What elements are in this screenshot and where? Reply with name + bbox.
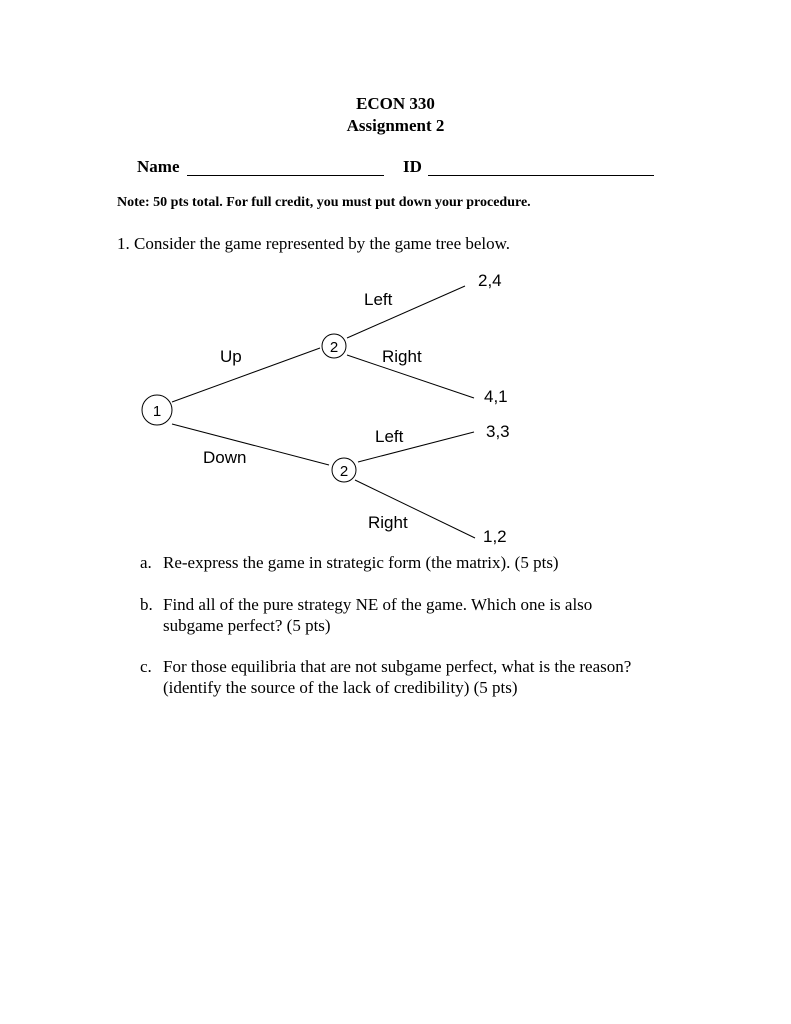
payoff-down-left: 3,3 bbox=[486, 422, 510, 441]
course-title: ECON 330 bbox=[356, 94, 435, 113]
question-1b bbox=[140, 594, 723, 636]
question-1a-label: a. bbox=[140, 553, 152, 572]
up-label: Up bbox=[220, 347, 242, 366]
payoff-up-right: 4,1 bbox=[484, 387, 508, 406]
question-1a-text: Re-express the game in strategic form (the matrix). (5 pts) bbox=[163, 553, 559, 572]
down-left-label: Left bbox=[375, 427, 404, 446]
assignment-title: Assignment 2 bbox=[346, 116, 445, 135]
down-node-player: 2 bbox=[339, 463, 349, 480]
question-1c-label: c. bbox=[140, 657, 152, 676]
question-1c-text-line1: For those equilibria that are not subgame perfect, what is the reason? bbox=[163, 657, 632, 676]
question-1b-label: b. bbox=[140, 595, 153, 614]
up-node-player: 2 bbox=[329, 339, 339, 356]
id-label: ID bbox=[403, 157, 422, 176]
grading-note: Note: 50 pts total. For full credit, you must put down your procedure. bbox=[117, 195, 531, 210]
question-1-prompt: 1. Consider the game represented by the game tree below. bbox=[117, 234, 511, 253]
branch-up-line bbox=[172, 348, 320, 402]
question-1c-text-line2: (identify the source of the lack of credibility) (5 pts) bbox=[163, 678, 518, 697]
up-right-label: Right bbox=[382, 347, 422, 366]
question-1a bbox=[140, 552, 723, 573]
root-node-player: 1 bbox=[152, 403, 162, 420]
up-left-label: Left bbox=[364, 290, 393, 309]
name-label: Name bbox=[137, 157, 180, 176]
payoff-up-left: 2,4 bbox=[478, 271, 502, 290]
down-right-label: Right bbox=[368, 513, 408, 532]
down-label: Down bbox=[203, 448, 247, 467]
question-1b-text-line1: Find all of the pure strategy NE of the game. Which one is also bbox=[163, 595, 593, 614]
question-1b-text-line2: subgame perfect? (5 pts) bbox=[163, 616, 331, 635]
branch-down-line bbox=[172, 424, 329, 465]
payoff-down-right: 1,2 bbox=[483, 527, 507, 546]
question-1c bbox=[140, 656, 743, 698]
